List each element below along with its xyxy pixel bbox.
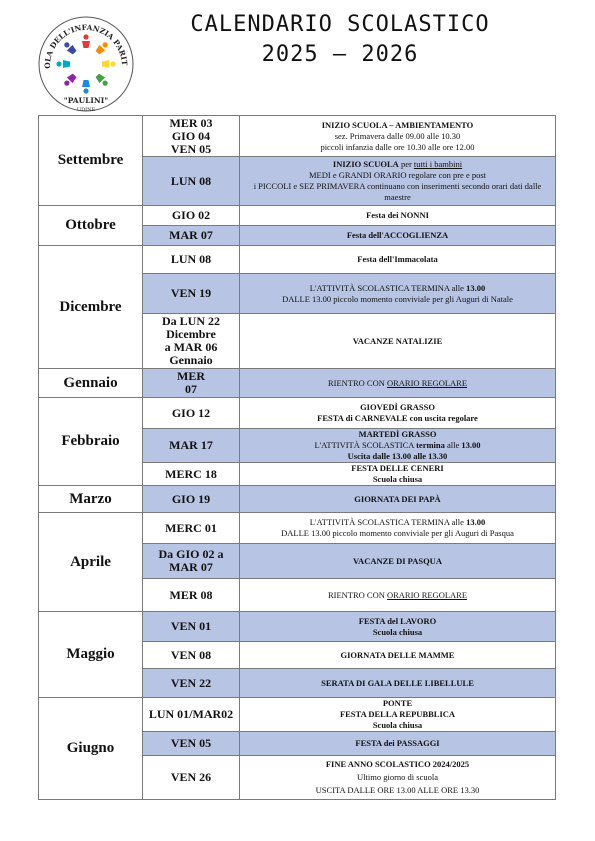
table-row <box>39 513 556 544</box>
date-cell: VEN 08 <box>143 642 240 669</box>
event-cell: Festa dei NONNI <box>240 206 556 226</box>
date-cell: GIO 02 <box>143 206 240 226</box>
date-cell: MER 03 GIO 04 VEN 05 <box>143 116 240 157</box>
date-cell: GIO 12 <box>143 398 240 429</box>
month-label: Giugno <box>39 698 143 800</box>
title-line-2: 2025 – 2026 <box>261 42 419 67</box>
event-cell: Festa dell'Immacolata <box>240 246 556 274</box>
table-row <box>39 369 556 398</box>
date-cell: LUN 08 <box>143 157 240 206</box>
logo-top-text: OLA DELL'INFANZIA PARIT <box>42 22 130 69</box>
event-cell: GIORNATA DEI PAPÀ <box>240 486 556 513</box>
school-logo-graphic <box>36 14 136 114</box>
event-cell: RIENTRO CON ORARIO REGOLARE <box>240 369 556 398</box>
date-cell: MER 07 <box>143 369 240 398</box>
event-cell: INIZIO SCUOLA – AMBIENTAMENTO sez. Primavera dalle 09.00 alle 10.30 piccoli infanzia dalle ore 10.30 alle ore 12.00 <box>240 116 556 157</box>
date-cell: MER 08 <box>143 579 240 612</box>
date-cell: Da GIO 02 a MAR 07 <box>143 544 240 579</box>
month-label: Febbraio <box>39 398 143 486</box>
date-cell: MERC 18 <box>143 463 240 486</box>
month-label: Ottobre <box>39 206 143 246</box>
table-row <box>39 116 556 157</box>
title-line-1: CALENDARIO SCOLASTICO <box>190 12 490 37</box>
school-calendar-table <box>38 115 556 800</box>
event-cell: FESTA DELLE CENERI Scuola chiusa <box>240 463 556 486</box>
month-label: Gennaio <box>39 369 143 398</box>
logo-name: "PAULINI" <box>63 96 109 105</box>
date-cell: VEN 01 <box>143 612 240 642</box>
date-cell: VEN 19 <box>143 274 240 314</box>
school-logo <box>36 14 136 114</box>
event-cell: Festa dell'ACCOGLIENZA <box>240 226 556 246</box>
event-cell: GIORNATA DELLE MAMME <box>240 642 556 669</box>
event-cell: L'ATTIVITÀ SCOLASTICA TERMINA alle 13.00 DALLE 13.00 piccolo momento conviviale per gli Auguri di Natale <box>240 274 556 314</box>
event-cell: PONTE FESTA DELLA REPUBBLICA Scuola chiusa <box>240 698 556 732</box>
month-label: Marzo <box>39 486 143 513</box>
month-label: Settembre <box>39 116 143 206</box>
date-cell: VEN 26 <box>143 756 240 800</box>
event-cell: FESTA del LAVORO Scuola chiusa <box>240 612 556 642</box>
month-label: Dicembre <box>39 246 143 369</box>
table-row <box>39 612 556 642</box>
table-row <box>39 398 556 429</box>
event-cell: RIENTRO CON ORARIO REGOLARE <box>240 579 556 612</box>
event-cell: VACANZE NATALIZIE <box>240 314 556 369</box>
table-row <box>39 486 556 513</box>
date-cell: GIO 19 <box>143 486 240 513</box>
event-cell: INIZIO SCUOLA per tutti i bambini MEDI e GRANDI ORARIO regolare con pre e post i PICCOLI e SEZ PRIMAVERA continuano con inserimenti secondo orari dati dalle maestre <box>240 157 556 206</box>
event-cell: FESTA dei PASSAGGI <box>240 732 556 756</box>
date-cell: LUN 01/MAR02 <box>143 698 240 732</box>
month-label: Maggio <box>39 612 143 698</box>
table-row <box>39 206 556 226</box>
date-cell: MAR 17 <box>143 429 240 463</box>
date-cell: LUN 08 <box>143 246 240 274</box>
event-cell: GIOVEDÌ GRASSO FESTA di CARNEVALE con uscita regolare <box>240 398 556 429</box>
date-cell: MERC 01 <box>143 513 240 544</box>
event-cell: VACANZE DI PASQUA <box>240 544 556 579</box>
event-cell: FINE ANNO SCOLASTICO 2024/2025 Ultimo giorno di scuola USCITA DALLE ORE 13.00 ALLE ORE 13.30 <box>240 756 556 800</box>
date-cell: VEN 05 <box>143 732 240 756</box>
logo-city: UDINE <box>76 107 96 113</box>
event-cell: SERATA DI GALA DELLE LIBELLULE <box>240 669 556 698</box>
table-row <box>39 246 556 274</box>
date-cell: Da LUN 22 Dicembre a MAR 06 Gennaio <box>143 314 240 369</box>
event-cell: L'ATTIVITÀ SCOLASTICA TERMINA alle 13.00 DALLE 13.00 piccolo momento conviviale per gli Auguri di Pasqua <box>240 513 556 544</box>
month-label: Aprile <box>39 513 143 612</box>
date-cell: MAR 07 <box>143 226 240 246</box>
table-row <box>39 698 556 732</box>
date-cell: VEN 22 <box>143 669 240 698</box>
page-title <box>150 10 530 70</box>
event-cell: MARTEDÌ GRASSO L'ATTIVITÀ SCOLASTICA termina alle 13.00 Uscita dalle 13.00 alle 13.30 <box>240 429 556 463</box>
